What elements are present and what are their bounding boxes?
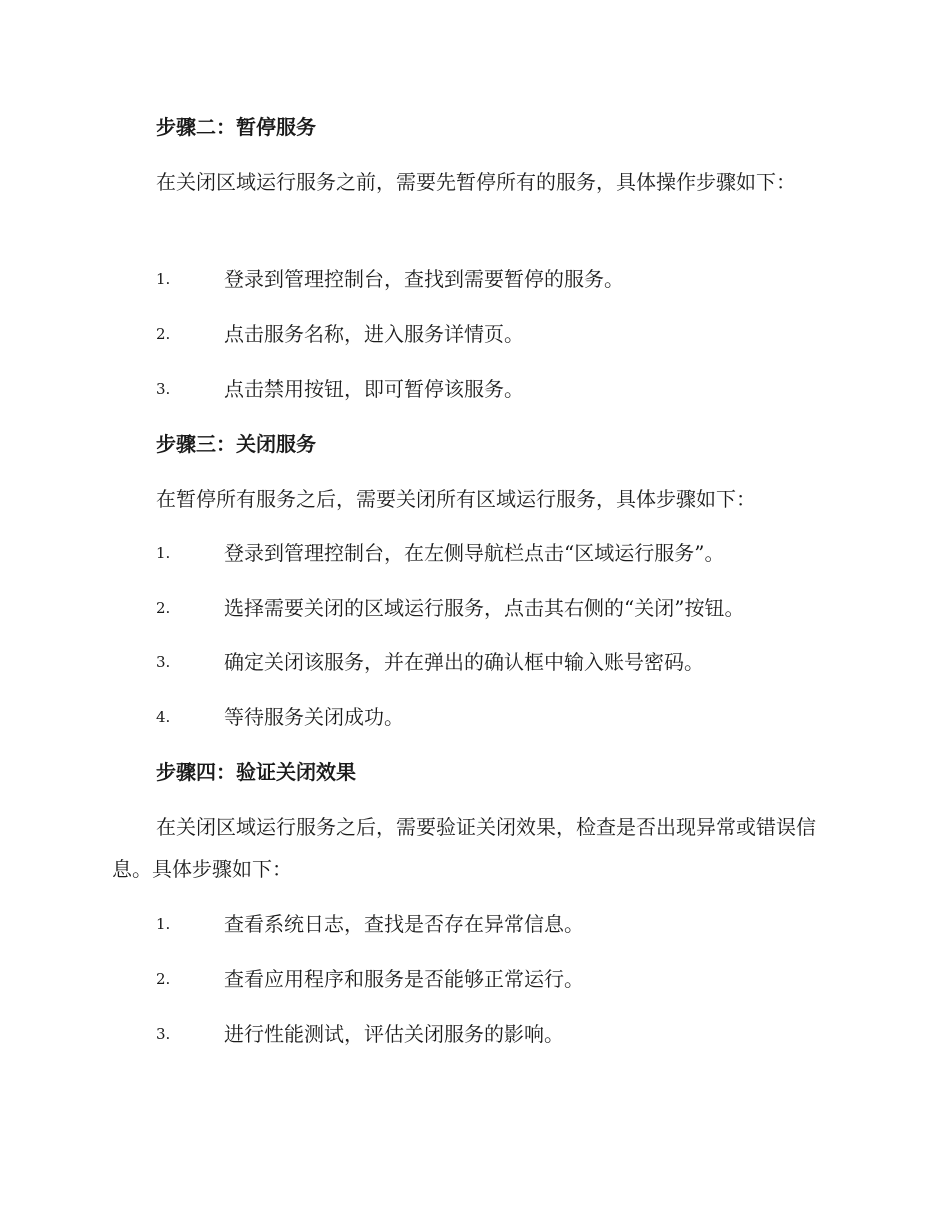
list-item-text: 确定关闭该服务，并在弹出的确认框中输入账号密码。 xyxy=(224,650,704,674)
list-item-text: 登录到管理控制台，查找到需要暂停的服务。 xyxy=(224,267,624,291)
list-item-text: 查看系统日志，查找是否存在异常信息。 xyxy=(224,912,584,936)
section-heading: 步骤二：暂停服务 xyxy=(156,115,316,139)
list-item-text: 点击禁用按钮，即可暂停该服务。 xyxy=(224,377,524,401)
list-item-text: 选择需要关闭的区域运行服务，点击其右侧的“关闭”按钮。 xyxy=(224,596,745,620)
section-intro: 在暂停所有服务之后，需要关闭所有区域运行服务，具体步骤如下： xyxy=(156,487,756,511)
list-item-number: 2. xyxy=(156,599,171,617)
list-item-number: 1. xyxy=(156,270,171,288)
list-item-number: 1. xyxy=(156,915,171,933)
list-item-text: 登录到管理控制台，在左侧导航栏点击“区域运行服务”。 xyxy=(224,541,725,565)
list-item-number: 3. xyxy=(156,653,171,671)
list-item-number: 2. xyxy=(156,970,171,988)
list-item-text: 点击服务名称，进入服务详情页。 xyxy=(224,322,524,346)
list-item-text: 等待服务关闭成功。 xyxy=(224,705,404,729)
list-item-text: 进行性能测试，评估关闭服务的影响。 xyxy=(224,1022,564,1046)
list-item-number: 3. xyxy=(156,380,171,398)
list-item-number: 3. xyxy=(156,1025,171,1043)
section-heading: 步骤三：关闭服务 xyxy=(156,432,316,456)
list-item-number: 1. xyxy=(156,544,171,562)
list-item-number: 2. xyxy=(156,325,171,343)
section-heading: 步骤四：验证关闭效果 xyxy=(156,760,356,784)
list-item-number: 4. xyxy=(156,708,171,726)
section-intro: 在关闭区域运行服务之前，需要先暂停所有的服务，具体操作步骤如下： xyxy=(156,170,796,194)
section-intro: 在关闭区域运行服务之后，需要验证关闭效果，检查是否出现异常或错误信息。具体步骤如下： xyxy=(112,815,816,881)
list-item-text: 查看应用程序和服务是否能够正常运行。 xyxy=(224,967,584,991)
